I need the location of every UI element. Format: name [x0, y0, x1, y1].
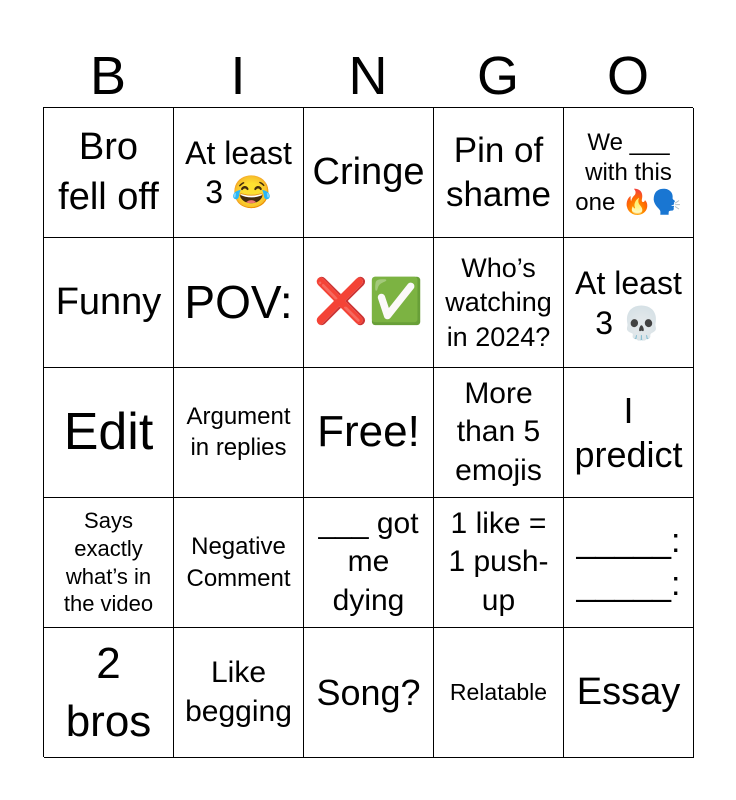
cell-text: 2 bros — [65, 639, 152, 746]
cell-text: Cringe — [312, 150, 425, 193]
bingo-cell[interactable] — [564, 238, 694, 368]
cell-text: Edit — [63, 403, 154, 462]
bingo-header — [43, 46, 693, 106]
bingo-cell[interactable] — [174, 368, 304, 498]
bingo-cell[interactable] — [434, 238, 564, 368]
bingo-cell[interactable] — [564, 108, 694, 238]
bingo-cell[interactable] — [434, 108, 564, 238]
bingo-cell[interactable] — [434, 368, 564, 498]
bingo-cell[interactable] — [304, 238, 434, 368]
bingo-cell[interactable] — [564, 498, 694, 628]
cell-text: Pin of shame — [445, 130, 552, 214]
cell-text: Says exactly what’s in the video — [63, 507, 154, 617]
bingo-cell[interactable] — [434, 498, 564, 628]
bingo-cell[interactable] — [304, 108, 434, 238]
bingo-cell[interactable] — [304, 498, 434, 628]
bingo-cell[interactable] — [44, 238, 174, 368]
header-letter-g: G — [476, 46, 519, 106]
cell-text: ___ got me dying — [318, 506, 419, 617]
cell-text: ❌✅ — [313, 277, 424, 327]
cell-text: Essay — [576, 670, 681, 713]
bingo-cell[interactable] — [44, 628, 174, 758]
cell-text: Free! — [317, 407, 420, 457]
cell-text: Funny — [55, 280, 162, 323]
header-letter-n: N — [348, 46, 388, 106]
cell-text: Who’s watching in 2024? — [445, 252, 552, 352]
bingo-cell[interactable] — [44, 108, 174, 238]
cell-text: Song? — [316, 671, 421, 713]
cell-text: Relatable — [449, 678, 548, 705]
cell-text: Argument in replies — [186, 402, 291, 461]
cell-text: POV: — [184, 275, 293, 328]
bingo-cell[interactable] — [564, 628, 694, 758]
header-letter-i: I — [230, 46, 246, 106]
cell-text: At least 3 😂 — [185, 135, 292, 210]
bingo-cell[interactable] — [174, 108, 304, 238]
cell-text: I predict — [574, 390, 683, 475]
bingo-cell[interactable] — [174, 628, 304, 758]
cell-text: 1 like = 1 push- up — [448, 506, 549, 617]
cell-text: Like begging — [185, 656, 292, 728]
bingo-cell[interactable] — [44, 368, 174, 498]
bingo-cell[interactable] — [304, 628, 434, 758]
bingo-cell[interactable] — [434, 628, 564, 758]
cell-text: We ___ with this one 🔥🗣️ — [575, 128, 682, 216]
cell-text: More than 5 emojis — [455, 376, 542, 487]
cell-text: Negative Comment — [186, 533, 291, 592]
cell-text: Bro fell off — [58, 126, 159, 218]
bingo-cell[interactable] — [564, 368, 694, 498]
cell-text: At least 3 💀 — [575, 264, 682, 341]
bingo-cell[interactable] — [174, 238, 304, 368]
bingo-cell[interactable] — [174, 498, 304, 628]
header-letter-o: O — [606, 46, 649, 106]
bingo-cell[interactable] — [304, 368, 434, 498]
cell-text: _____: _____: — [576, 522, 681, 603]
bingo-grid — [43, 107, 693, 757]
bingo-cell[interactable] — [44, 498, 174, 628]
header-letter-b: B — [89, 46, 127, 106]
